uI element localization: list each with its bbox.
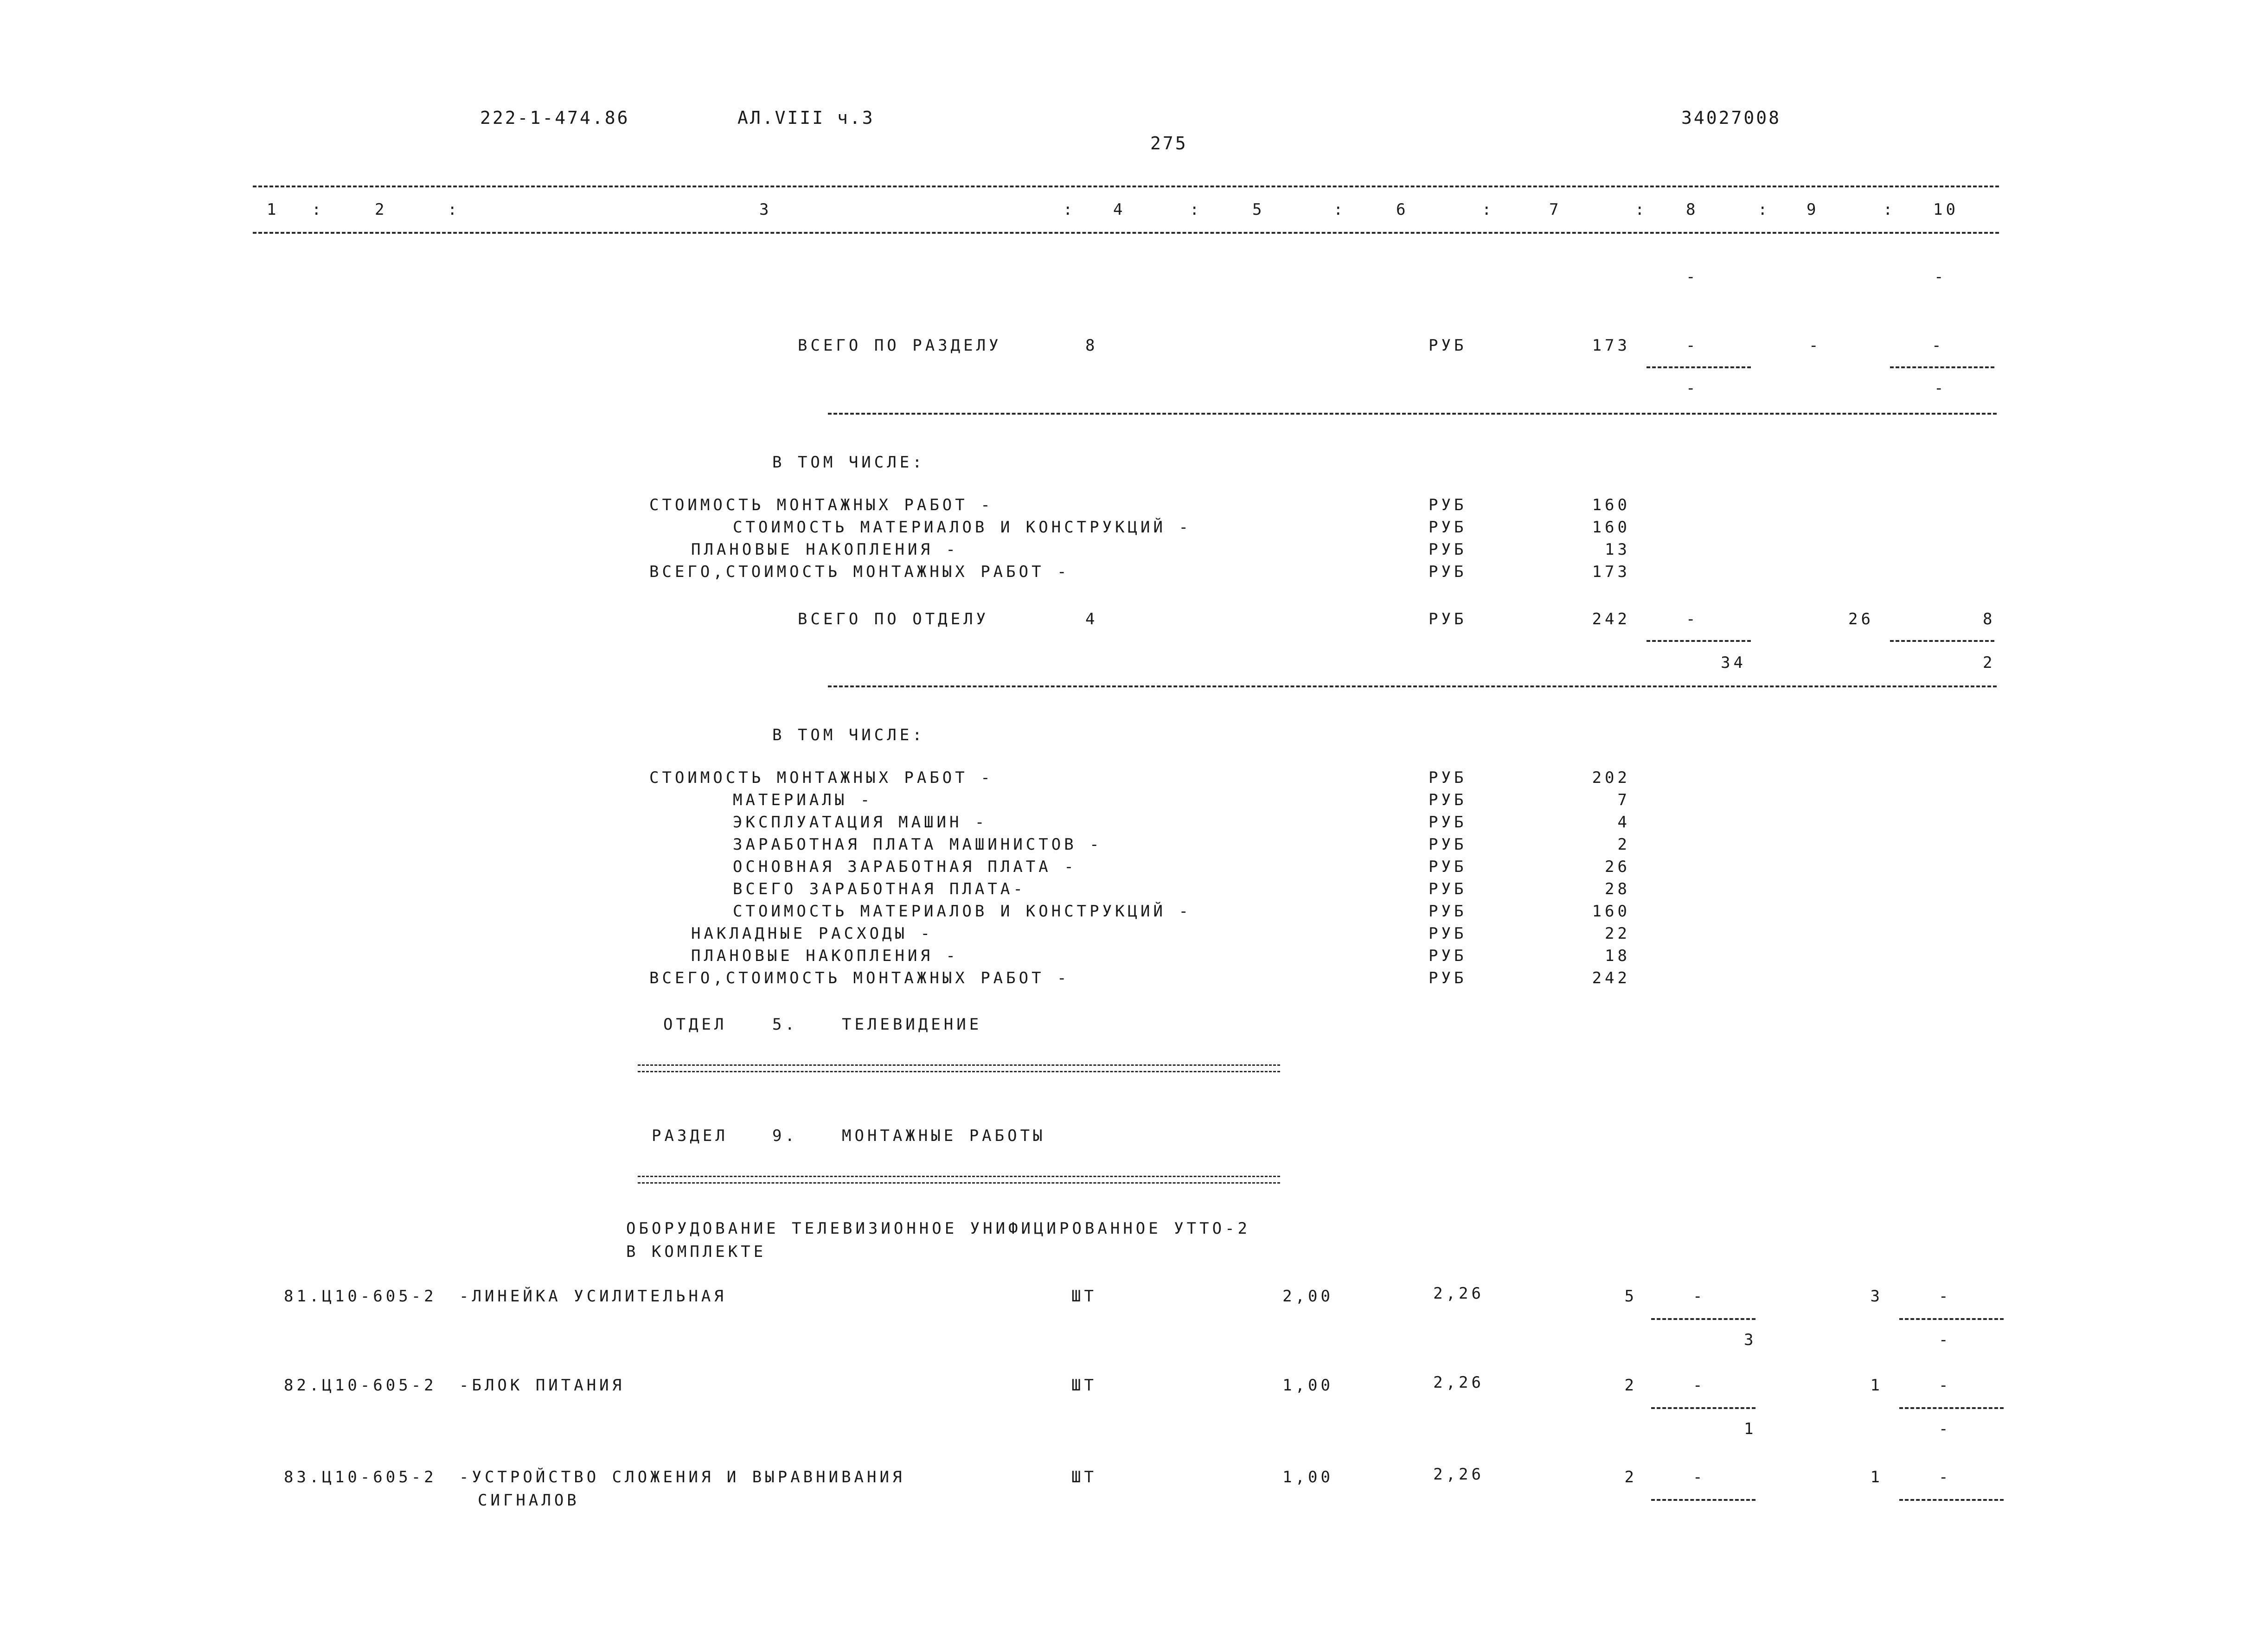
item-col8: -	[1693, 1376, 1706, 1395]
col10-fraction-rule	[1890, 640, 1994, 642]
value: 173	[1592, 336, 1630, 355]
item-code: 81.Ц10-605-2	[284, 1287, 437, 1306]
total-number: 8	[1085, 336, 1098, 355]
col-separator: :	[1758, 200, 1771, 219]
row-label: ЭКСПЛУАТАЦИЯ МАШИН -	[733, 813, 988, 832]
row-label: МАТЕРИАЛЫ -	[733, 791, 873, 809]
item-coefficient: 2,26	[1433, 1284, 1484, 1303]
unit: РУБ	[1429, 610, 1467, 628]
row-value: 4	[1617, 813, 1630, 832]
unit: РУБ	[1429, 336, 1467, 355]
row-label: ОСНОВНАЯ ЗАРАБОТНАЯ ПЛАТА -	[733, 858, 1077, 876]
including-heading: В ТОМ ЧИСЛЕ:	[772, 453, 925, 472]
col10-fraction-rule	[1899, 1407, 2004, 1409]
total-label: ВСЕГО ПО ОТДЕЛУ	[798, 610, 989, 628]
department5-underline	[638, 1064, 1280, 1072]
item-quantity: 2,00	[1282, 1287, 1333, 1306]
row-value: 18	[1605, 947, 1630, 965]
col10-value: 8	[1983, 610, 1996, 628]
col10-fraction-rule	[1890, 366, 1994, 368]
col-number: 7	[1549, 200, 1562, 219]
item-name: -БЛОК ПИТАНИЯ	[459, 1376, 625, 1395]
row-value: 7	[1617, 791, 1630, 809]
section-label: РАЗДЕЛ	[652, 1127, 728, 1145]
col-number: 1	[267, 200, 280, 219]
col-separator: :	[312, 200, 325, 219]
row-unit: РУБ	[1429, 813, 1467, 832]
col-number: 4	[1113, 200, 1126, 219]
col10-fraction-rule	[1899, 1499, 2004, 1501]
item-unit: ШТ	[1071, 1376, 1097, 1395]
row-label: НАКЛАДНЫЕ РАСХОДЫ -	[691, 924, 933, 943]
col-number: 5	[1252, 200, 1265, 219]
col-number: 3	[759, 200, 772, 219]
equipment-group-title: ОБОРУДОВАНИЕ ТЕЛЕВИЗИОННОЕ УНИФИЦИРОВАННОЕ УТТО-2	[626, 1219, 1251, 1238]
item-col7: 5	[1624, 1287, 1637, 1306]
col-number: 2	[375, 200, 388, 219]
item-col8: -	[1693, 1468, 1706, 1486]
row-label: ПЛАНОВЫЕ НАКОПЛЕНИЯ -	[691, 947, 959, 965]
item-quantity: 1,00	[1282, 1376, 1333, 1395]
col9-value: -	[1809, 336, 1822, 355]
col8-below-value: 34	[1721, 653, 1746, 672]
row-unit: РУБ	[1429, 496, 1467, 514]
col8-fraction-rule	[1647, 640, 1751, 642]
col10-below-value: 2	[1983, 653, 1996, 672]
col8-fraction-rule	[1647, 366, 1751, 368]
row-label: ЗАРАБОТНАЯ ПЛАТА МАШИНИСТОВ -	[733, 835, 1102, 854]
document-code: 222-1-474.86	[480, 108, 630, 128]
item-col10: -	[1939, 1376, 1952, 1395]
col-number: 6	[1396, 200, 1409, 219]
item-name: -УСТРОЙСТВО СЛОЖЕНИЯ И ВЫРАВНИВАНИЯ	[459, 1468, 905, 1486]
section8-separator	[828, 413, 1997, 415]
page-number: 275	[1150, 133, 1188, 154]
item-name: -ЛИНЕЙКА УСИЛИТЕЛЬНАЯ	[459, 1287, 727, 1306]
row-value: 173	[1592, 563, 1630, 581]
item-col10: -	[1939, 1287, 1952, 1306]
col-separator: :	[1333, 200, 1346, 219]
value: 242	[1592, 610, 1630, 628]
col-separator: :	[1482, 200, 1495, 219]
row-unit: РУБ	[1429, 947, 1467, 965]
col-separator: :	[448, 200, 461, 219]
row-value: 22	[1605, 924, 1630, 943]
item-col7: 2	[1624, 1468, 1637, 1486]
col8-fraction-rule	[1651, 1318, 1755, 1320]
total-label: ВСЕГО ПО РАЗДЕЛУ	[798, 336, 1002, 355]
item-col10-below: -	[1939, 1331, 1952, 1349]
item-quantity: 1,00	[1282, 1468, 1333, 1486]
row-value: 28	[1605, 880, 1630, 898]
department-number: 5.	[772, 1015, 798, 1034]
item-col9: 1	[1870, 1376, 1883, 1395]
header-rule-top	[253, 186, 1999, 187]
item-code: 82.Ц10-605-2	[284, 1376, 437, 1395]
row-unit: РУБ	[1429, 835, 1467, 854]
row-label: СТОИМОСТЬ МАТЕРИАЛОВ И КОНСТРУКЦИЙ -	[733, 902, 1192, 921]
col8-value: -	[1686, 610, 1699, 628]
col10-fraction-rule	[1899, 1318, 2004, 1320]
row-unit: РУБ	[1429, 563, 1467, 581]
total-number: 4	[1085, 610, 1098, 628]
col10-below-value: -	[1934, 379, 1947, 397]
col-number: 10	[1933, 200, 1959, 219]
department-title: ТЕЛЕВИДЕНИЕ	[842, 1015, 982, 1034]
item-col7: 2	[1624, 1376, 1637, 1395]
item-col8: -	[1693, 1287, 1706, 1306]
col-number: 9	[1807, 200, 1820, 219]
row-value: 26	[1605, 858, 1630, 876]
item-coefficient: 2,26	[1433, 1373, 1484, 1392]
section9-underline	[638, 1176, 1280, 1184]
col9-value: 26	[1848, 610, 1874, 628]
row-unit: РУБ	[1429, 791, 1467, 809]
col-number: 8	[1686, 200, 1699, 219]
item-col9: 1	[1870, 1468, 1883, 1486]
row-value: 242	[1592, 969, 1630, 987]
item-col9: 3	[1870, 1287, 1883, 1306]
col8-value: -	[1686, 336, 1699, 355]
equipment-group-subtitle: В КОМПЛЕКТЕ	[626, 1243, 767, 1261]
department-label: ОТДЕЛ	[663, 1015, 727, 1034]
row-label: СТОИМОСТЬ МОНТАЖНЫХ РАБОТ -	[649, 769, 993, 787]
item-name-continued: СИГНАЛОВ	[478, 1491, 580, 1510]
col8-fraction-rule	[1651, 1407, 1755, 1409]
item-col8-below: 1	[1744, 1420, 1757, 1438]
section8-dash-col8: -	[1686, 268, 1699, 286]
col-separator: :	[1883, 200, 1896, 219]
row-unit: РУБ	[1429, 969, 1467, 987]
section8-dash-col10: -	[1934, 268, 1947, 286]
row-unit: РУБ	[1429, 924, 1467, 943]
row-label: ВСЕГО,СТОИМОСТЬ МОНТАЖНЫХ РАБОТ -	[649, 563, 1070, 581]
item-col10: -	[1939, 1468, 1952, 1486]
row-label: ВСЕГО ЗАРАБОТНАЯ ПЛАТА-	[733, 880, 1026, 898]
row-unit: РУБ	[1429, 902, 1467, 921]
col8-below-value: -	[1686, 379, 1699, 397]
col-separator: :	[1635, 200, 1648, 219]
col8-fraction-rule	[1651, 1499, 1755, 1501]
item-col8-below: 3	[1744, 1331, 1757, 1349]
item-col10-below: -	[1939, 1420, 1952, 1438]
row-value: 160	[1592, 496, 1630, 514]
including-heading: В ТОМ ЧИСЛЕ:	[772, 726, 925, 744]
row-label: ВСЕГО,СТОИМОСТЬ МОНТАЖНЫХ РАБОТ -	[649, 969, 1070, 987]
col10-value: -	[1932, 336, 1945, 355]
row-unit: РУБ	[1429, 858, 1467, 876]
row-label: СТОИМОСТЬ МОНТАЖНЫХ РАБОТ -	[649, 496, 993, 514]
row-value: 202	[1592, 769, 1630, 787]
item-coefficient: 2,26	[1433, 1465, 1484, 1484]
item-unit: ШТ	[1071, 1287, 1097, 1306]
section-number: 9.	[772, 1127, 798, 1145]
department4-separator	[828, 685, 1997, 687]
item-unit: ШТ	[1071, 1468, 1097, 1486]
row-unit: РУБ	[1429, 880, 1467, 898]
col-separator: :	[1190, 200, 1203, 219]
row-unit: РУБ	[1429, 540, 1467, 559]
row-label: СТОИМОСТЬ МАТЕРИАЛОВ И КОНСТРУКЦИЙ -	[733, 518, 1192, 537]
row-value: 160	[1592, 902, 1630, 921]
row-value: 2	[1617, 835, 1630, 854]
row-label: ПЛАНОВЫЕ НАКОПЛЕНИЯ -	[691, 540, 959, 559]
item-code: 83.Ц10-605-2	[284, 1468, 437, 1486]
album-reference: АЛ.VIII ч.3	[737, 108, 875, 128]
col-separator: :	[1063, 200, 1076, 219]
row-value: 13	[1605, 540, 1630, 559]
row-unit: РУБ	[1429, 518, 1467, 537]
section-title: МОНТАЖНЫЕ РАБОТЫ	[842, 1127, 1046, 1145]
header-rule-bottom	[253, 232, 1999, 234]
row-value: 160	[1592, 518, 1630, 537]
document-id: 34027008	[1681, 108, 1781, 128]
row-unit: РУБ	[1429, 769, 1467, 787]
